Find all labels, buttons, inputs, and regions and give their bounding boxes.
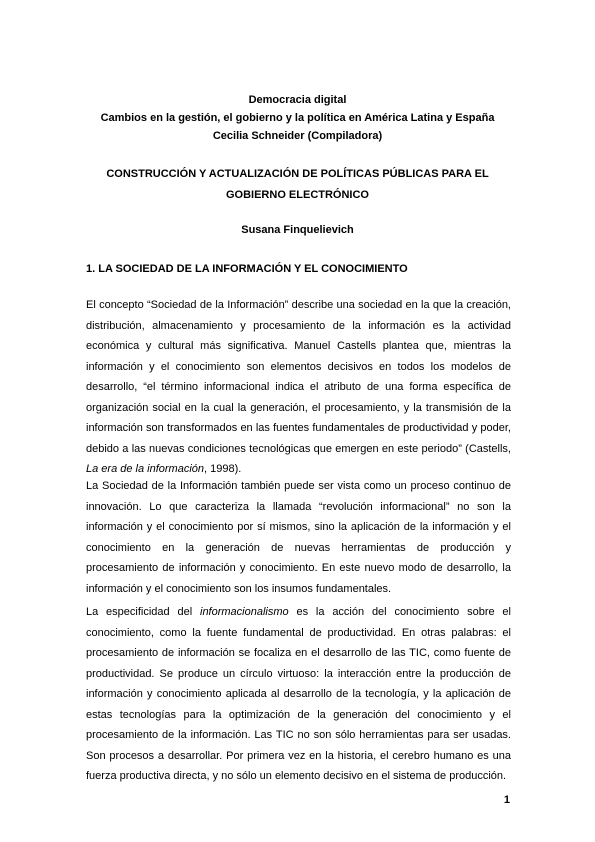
paragraph-1-end: , 1998).	[204, 463, 242, 475]
compiler-line: Cecilia Schneider (Compiladora)	[212, 130, 383, 142]
chapter-title-line-1: CONSTRUCCIÓN Y ACTUALIZACIÓN DE POLÍTICAS PÚBLICAS PARA EL	[106, 168, 489, 180]
book-title: Democracia digital	[248, 94, 347, 106]
book-title-block	[0, 91, 595, 145]
book-subtitle: Cambios en la gestión, el gobierno y la política en América Latina y España	[100, 112, 495, 124]
chapter-author: Susana Finquelievich	[241, 224, 354, 236]
paragraph-3	[86, 602, 511, 787]
page-number: 1	[503, 794, 510, 806]
paragraph-3-term: informacionalismo	[200, 606, 289, 618]
chapter-title	[0, 164, 595, 206]
section-heading: 1. LA SOCIEDAD DE LA INFORMACIÓN Y EL CONOCIMIENTO	[86, 263, 408, 275]
paragraph-3-rest: es la acción del conocimiento sobre el conocimiento, como la fuente fundamental de productividad. En otras palabras: el procesamiento de información se focaliza en el desarrollo de las TIC, como fuente de productividad. Se produce un círculo virtuoso: la interacción entre la producción de información y conocimiento aplicada al desarrollo de la tecnología, y la aplicación de estas tecnologías para la optimización de la generación del conocimiento y el procesamiento de la información. Las TIC no son sólo herramientas para ser usadas. Son procesos a desarrollar. Por primera vez en la historia, el cerebro humano es una fuerza productiva directa, y no sólo un elemento decisivo en el sistema de producción.	[86, 606, 511, 782]
paragraph-1-text: El concepto “Sociedad de la Información” describe una sociedad en la que la creación, distribución, almacenamiento y procesamiento de la información es la actividad económica y cultural más significativa. Manuel Castells plantea que, mientras la información y el conocimiento son elementos decisivos en todos los modelos de desarrollo, “el término informacional indica el atributo de una forma específica de organización social en la cual la generación, el procesamiento, y la transmisión de la información son transformados en las fuentes fundamentales de productividad y poder, debido a las nuevas condiciones tecnológicas que emergen en este periodo” (Castells,	[86, 299, 511, 455]
paragraph-1-book-title: La era de la información	[86, 463, 205, 475]
paragraph-3-start: La especificidad del	[86, 606, 200, 618]
paragraph-2: La Sociedad de la Información también puede ser vista como un proceso continuo de innovación. Lo que caracteriza la llamada “revolución informacional” no son la información y el conocimiento por sí mismos, sino la aplicación de la información y el conocimiento en la generación de nuevas herramientas de producción y procesamiento de información y conocimiento. En este nuevo modo de desarrollo, la información y el conocimiento son los insumos fundamentales.	[86, 480, 511, 595]
paragraph-1	[86, 295, 511, 480]
chapter-title-line-2: GOBIERNO ELECTRÓNICO	[225, 189, 369, 201]
